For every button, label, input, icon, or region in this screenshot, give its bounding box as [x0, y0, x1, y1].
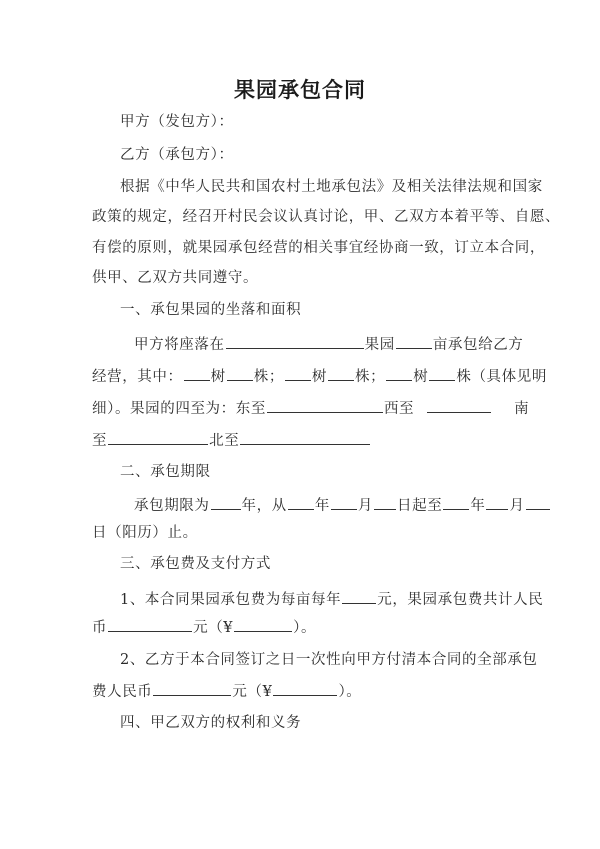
start-year-blank[interactable]	[288, 494, 314, 510]
text: 月	[357, 498, 374, 514]
section-2-line-2: 日（阳历）止。	[92, 525, 198, 541]
document-title: 果园承包合同	[234, 77, 366, 102]
section-3-item-2-line-1: 2、乙方于本合同签订之日一次性向甲方付清本合同的全部承包	[120, 652, 538, 668]
section-1-line-3	[92, 397, 529, 419]
area-blank[interactable]	[396, 333, 432, 349]
section-4-heading: 四、甲乙双方的权利和义务	[120, 715, 302, 731]
preamble-line-2: 政策的规定，经召开村民会议认真讨论，甲、乙双方本着平等、自愿、	[92, 209, 561, 225]
tree-type-blank-2[interactable]	[285, 365, 311, 381]
text: 经营，其中：	[92, 369, 183, 385]
west-boundary-blank[interactable]	[427, 397, 491, 413]
section-1-line-1	[134, 333, 523, 355]
text: 甲方将座落在	[134, 337, 225, 353]
text: 果园	[364, 337, 395, 353]
section-3-item-2-line-2	[92, 680, 361, 702]
text: 至	[92, 433, 108, 449]
start-month-blank[interactable]	[331, 494, 357, 510]
tree-count-blank-1[interactable]	[227, 365, 253, 381]
text: 日起至	[397, 498, 443, 514]
fee-total-amount-blank[interactable]	[234, 616, 292, 632]
start-day-blank[interactable]	[374, 494, 396, 510]
section-3-item-1-line-2	[92, 616, 316, 638]
text: 亩承包给乙方	[432, 337, 524, 353]
tree-type-blank-1[interactable]	[184, 365, 210, 381]
tree-count-blank-2[interactable]	[328, 365, 354, 381]
section-1-line-4	[92, 429, 371, 451]
text: 币	[92, 620, 108, 636]
term-years-blank[interactable]	[211, 494, 241, 510]
text: 株；	[253, 369, 284, 385]
text: 费人民币	[92, 684, 153, 700]
text: 元（¥	[193, 620, 234, 636]
text: 年	[470, 498, 486, 514]
text: 西至	[383, 401, 415, 417]
location-blank[interactable]	[226, 333, 364, 349]
section-3-heading: 三、承包费及支付方式	[120, 556, 271, 572]
fee-total-words-blank[interactable]	[108, 616, 192, 632]
south-boundary-blank[interactable]	[108, 429, 208, 445]
east-boundary-blank[interactable]	[267, 397, 383, 413]
payment-words-blank[interactable]	[153, 680, 231, 696]
end-month-blank[interactable]	[486, 494, 508, 510]
section-2-line-1	[134, 494, 551, 516]
text: ）。	[338, 684, 362, 700]
text: 北至	[209, 433, 240, 449]
text: 树	[210, 369, 226, 385]
preamble-line-1: 根据《中华人民共和国农村土地承包法》及相关法律法规和国家	[120, 179, 543, 195]
text: 株（具体见明	[456, 369, 547, 385]
text: 株；	[355, 369, 386, 385]
section-3-item-1-line-1	[120, 588, 543, 610]
payment-amount-blank[interactable]	[273, 680, 337, 696]
end-day-blank[interactable]	[526, 494, 550, 510]
text: 1、本合同果园承包费为每亩每年	[120, 592, 342, 608]
text: 年，从	[241, 498, 287, 514]
preamble-line-4: 供甲、乙双方共同遵守。	[92, 270, 259, 286]
text: 南	[514, 401, 530, 417]
tree-count-blank-3[interactable]	[429, 365, 455, 381]
section-2-heading: 二、承包期限	[120, 464, 211, 480]
text: 树	[311, 369, 328, 385]
text: 树	[413, 369, 429, 385]
party-b-line: 乙方（承包方）：	[120, 147, 234, 163]
text: 月	[509, 498, 525, 514]
section-1-heading: 一、承包果园的坐落和面积	[120, 302, 302, 318]
preamble-line-3: 有偿的原则，就果园承包经营的相关事宜经协商一致，订立本合同，	[92, 240, 545, 256]
tree-type-blank-3[interactable]	[386, 365, 412, 381]
party-a-line: 甲方（发包方）：	[120, 114, 234, 130]
section-1-line-2	[92, 365, 547, 387]
north-boundary-blank[interactable]	[240, 429, 370, 445]
text: ）。	[293, 620, 317, 636]
text: 承包期限为	[134, 498, 210, 514]
text: 元，果园承包费共计人民	[377, 592, 544, 608]
text: 元（¥	[232, 684, 273, 700]
end-year-blank[interactable]	[443, 494, 469, 510]
text: 细）。果园的四至为：东至	[92, 401, 266, 417]
fee-per-mu-blank[interactable]	[342, 588, 376, 604]
text: 年	[314, 498, 330, 514]
